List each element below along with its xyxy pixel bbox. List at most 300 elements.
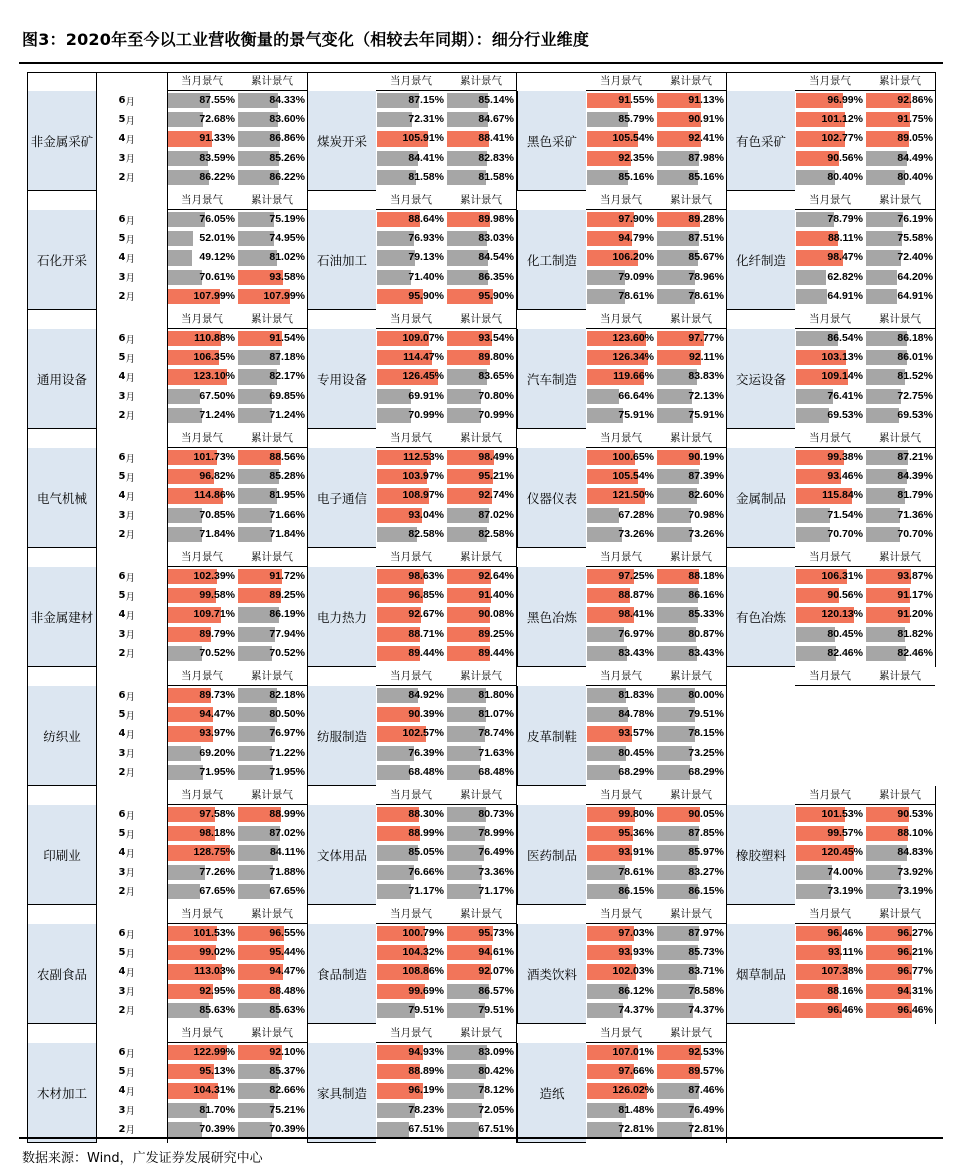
value-bar: [796, 408, 829, 423]
month-number: 3: [118, 985, 126, 997]
header-current-label: 当月景气: [390, 670, 432, 682]
value-text: 88.10%: [897, 827, 933, 840]
value-text: 101.53%: [193, 927, 235, 939]
value-bar: [168, 112, 203, 127]
month-label: [96, 149, 167, 168]
month-label: [96, 110, 167, 129]
industry-label: 化纤制造: [726, 210, 795, 310]
month-suffix: 月: [125, 96, 135, 108]
value-bar: [657, 746, 692, 761]
cumulative-value-cell: [237, 605, 307, 624]
header-current-label: 当月景气: [181, 789, 223, 801]
header-cumulative-label: 累计景气: [251, 551, 293, 563]
month-number: 4: [118, 490, 126, 502]
month-label: [96, 348, 167, 367]
cumulative-value-cell: [865, 129, 935, 148]
month-suffix: 月: [125, 829, 135, 841]
industry-label: 黑色采矿: [517, 91, 586, 191]
cumulative-value-cell: [446, 525, 516, 544]
value-text: 87.97%: [688, 927, 724, 939]
value-text: 82.83%: [478, 151, 514, 164]
current-value-cell: [586, 210, 656, 229]
current-value-cell: [376, 387, 446, 406]
value-text: 92.11%: [688, 351, 724, 364]
current-value-cell: [586, 467, 656, 486]
cumulative-value-cell: [237, 686, 307, 705]
cumulative-value-cell: [237, 467, 307, 486]
month-suffix: 月: [125, 253, 135, 265]
value-text: 107.99%: [193, 289, 235, 302]
cumulative-value-cell: [446, 843, 516, 862]
value-text: 90.53%: [897, 808, 933, 820]
value-bar: [238, 884, 270, 899]
value-text: 73.92%: [897, 865, 933, 878]
value-text: 91.33%: [199, 132, 235, 145]
cumulative-value-cell: [446, 486, 516, 505]
value-text: 83.83%: [688, 370, 724, 383]
cumulative-value-cell: [237, 863, 307, 882]
month-number: 3: [118, 152, 126, 164]
value-bar: [377, 389, 411, 404]
value-text: 70.99%: [408, 408, 444, 421]
current-value-cell: [586, 763, 656, 782]
value-text: 88.48%: [269, 984, 305, 997]
current-value-cell: [586, 329, 656, 348]
current-value-cell: [376, 467, 446, 486]
month-label: [96, 744, 167, 763]
header-cumulative-label: 累计景气: [670, 75, 712, 87]
month-number: 2: [118, 885, 126, 897]
current-value-cell: [586, 168, 656, 187]
industry-label: 金属制品: [726, 448, 795, 548]
month-suffix: 月: [125, 134, 135, 146]
cumulative-value-cell: [865, 268, 935, 287]
cumulative-value-cell: [446, 724, 516, 743]
value-bar: [587, 508, 619, 523]
industry-label: 有色冶炼: [726, 567, 795, 667]
month-number: 4: [118, 371, 126, 383]
value-text: 86.22%: [199, 170, 235, 183]
month-suffix: 月: [125, 530, 135, 542]
cumulative-value-cell: [656, 1062, 726, 1081]
group-right-border: [935, 72, 936, 191]
cumulative-value-cell: [865, 567, 935, 586]
value-text: 76.93%: [408, 232, 444, 245]
value-text: 114.86%: [194, 489, 235, 502]
cumulative-value-cell: [656, 962, 726, 981]
cumulative-value-cell: [656, 1043, 726, 1062]
cumulative-value-cell: [865, 467, 935, 486]
value-bar: [238, 865, 273, 880]
cumulative-value-cell: [237, 962, 307, 981]
value-text: 79.13%: [408, 251, 444, 264]
cumulative-value-cell: [865, 168, 935, 187]
value-text: 67.50%: [199, 389, 235, 402]
value-text: 105.54%: [612, 132, 654, 145]
header-current-label: 当月景气: [809, 432, 851, 444]
month-suffix: 月: [125, 1106, 135, 1118]
month-label: [96, 467, 167, 486]
cumulative-value-cell: [656, 943, 726, 962]
value-text: 83.43%: [688, 646, 724, 659]
month-suffix: 月: [125, 511, 135, 523]
value-text: 86.57%: [478, 984, 514, 997]
current-value-cell: [376, 1043, 446, 1062]
value-text: 71.95%: [199, 765, 235, 778]
value-text: 76.41%: [827, 389, 863, 402]
value-text: 72.81%: [618, 1122, 654, 1135]
cumulative-value-cell: [446, 625, 516, 644]
value-bar: [866, 270, 897, 285]
month-label: [96, 924, 167, 943]
cumulative-value-cell: [237, 882, 307, 901]
value-text: 105.91%: [402, 132, 444, 145]
value-text: 98.63%: [408, 570, 444, 582]
header-cumulative-label: 累计景气: [460, 313, 502, 325]
value-text: 77.26%: [199, 865, 235, 878]
current-value-cell: [167, 943, 237, 962]
value-bar: [168, 746, 201, 761]
value-bar: [238, 408, 272, 423]
value-text: 96.99%: [827, 94, 863, 106]
month-label: [96, 168, 167, 187]
current-value-cell: [586, 724, 656, 743]
value-text: 87.02%: [269, 827, 305, 840]
current-value-cell: [795, 268, 865, 287]
current-value-cell: [376, 586, 446, 605]
month-label: [96, 1081, 167, 1100]
cumulative-value-cell: [237, 367, 307, 386]
current-value-cell: [376, 1001, 446, 1020]
value-text: 81.58%: [478, 170, 514, 183]
value-text: 97.77%: [688, 332, 724, 344]
value-text: 73.36%: [478, 865, 514, 878]
value-text: 64.20%: [897, 270, 933, 283]
current-value-cell: [795, 210, 865, 229]
cumulative-value-cell: [446, 605, 516, 624]
header-cumulative-label: 累计景气: [670, 670, 712, 682]
header-cumulative-label: 累计景气: [251, 75, 293, 87]
cumulative-value-cell: [865, 605, 935, 624]
industry-label: 电力热力: [307, 567, 376, 667]
value-text: 92.53%: [688, 1046, 724, 1058]
month-col-right: [167, 667, 168, 786]
value-text: 83.71%: [688, 965, 724, 978]
value-text: 67.51%: [478, 1122, 514, 1135]
current-value-cell: [376, 567, 446, 586]
value-text: 85.97%: [688, 846, 724, 859]
month-suffix: 月: [125, 887, 135, 899]
month-label: [96, 1101, 167, 1120]
value-text: 86.01%: [897, 351, 933, 364]
value-text: 104.32%: [402, 946, 444, 959]
value-text: 68.48%: [478, 765, 514, 778]
value-text: 126.45%: [402, 370, 444, 383]
cumulative-value-cell: [865, 625, 935, 644]
industry-label: 农副食品: [27, 924, 96, 1024]
value-text: 99.58%: [199, 589, 235, 602]
value-text: 96.55%: [269, 927, 305, 939]
month-suffix: 月: [125, 453, 135, 465]
month-label: [96, 805, 167, 824]
cumulative-value-cell: [446, 805, 516, 824]
current-value-cell: [167, 210, 237, 229]
value-text: 71.66%: [269, 508, 305, 521]
cumulative-value-cell: [446, 367, 516, 386]
current-value-cell: [376, 348, 446, 367]
current-value-cell: [586, 248, 656, 267]
month-number: 3: [118, 390, 126, 402]
value-text: 83.27%: [688, 865, 724, 878]
current-value-cell: [167, 625, 237, 644]
current-value-cell: [376, 705, 446, 724]
month-number: 4: [118, 728, 126, 740]
value-bar: [168, 527, 202, 542]
value-text: 85.63%: [269, 1003, 305, 1016]
current-value-cell: [376, 149, 446, 168]
cumulative-value-cell: [237, 248, 307, 267]
month-number: 3: [118, 271, 126, 283]
industry-label: 纺织业: [27, 686, 96, 786]
current-value-cell: [795, 486, 865, 505]
current-value-cell: [167, 1062, 237, 1081]
value-text: 84.33%: [269, 94, 305, 106]
current-value-cell: [586, 805, 656, 824]
cumulative-value-cell: [446, 1101, 516, 1120]
current-value-cell: [586, 686, 656, 705]
month-number: 5: [118, 233, 126, 245]
industry-label: 家具制造: [307, 1043, 376, 1143]
cumulative-value-cell: [446, 586, 516, 605]
cumulative-value-cell: [865, 962, 935, 981]
value-text: 67.65%: [269, 884, 305, 897]
value-text: 73.25%: [688, 746, 724, 759]
cumulative-value-cell: [446, 686, 516, 705]
value-text: 93.93%: [618, 946, 654, 959]
current-value-cell: [586, 448, 656, 467]
current-value-cell: [795, 506, 865, 525]
cumulative-value-cell: [237, 387, 307, 406]
value-text: 96.46%: [827, 927, 863, 939]
month-number: 5: [118, 828, 126, 840]
current-value-cell: [167, 467, 237, 486]
table-top-border: [27, 72, 935, 73]
month-suffix: 月: [125, 234, 135, 246]
current-value-cell: [586, 644, 656, 663]
value-text: 83.43%: [618, 646, 654, 659]
cumulative-value-cell: [446, 1043, 516, 1062]
month-suffix: 月: [125, 292, 135, 304]
source-note: 数据来源：Wind，广发证券发展研究中心: [22, 1151, 263, 1166]
industry-label: 造纸: [517, 1043, 586, 1143]
value-text: 87.15%: [408, 94, 444, 106]
cumulative-value-cell: [237, 129, 307, 148]
current-value-cell: [586, 605, 656, 624]
current-value-cell: [376, 644, 446, 663]
current-value-cell: [167, 129, 237, 148]
value-text: 81.79%: [897, 489, 933, 502]
current-value-cell: [586, 1081, 656, 1100]
cumulative-value-cell: [656, 486, 726, 505]
value-text: 84.11%: [269, 846, 305, 859]
cumulative-value-cell: [446, 129, 516, 148]
header-cumulative-label: 累计景气: [251, 908, 293, 920]
current-value-cell: [586, 586, 656, 605]
current-value-cell: [795, 962, 865, 981]
value-text: 71.22%: [269, 746, 305, 759]
value-text: 91.75%: [897, 113, 933, 126]
value-text: 94.47%: [269, 965, 305, 978]
value-bar: [796, 508, 830, 523]
value-bar: [238, 746, 272, 761]
value-text: 86.18%: [897, 332, 933, 344]
current-value-cell: [167, 605, 237, 624]
cumulative-value-cell: [656, 567, 726, 586]
value-text: 75.58%: [897, 232, 933, 245]
current-value-cell: [795, 348, 865, 367]
value-text: 92.95%: [199, 984, 235, 997]
header-cumulative-label: 累计景气: [670, 313, 712, 325]
value-text: 93.54%: [478, 332, 514, 344]
month-number: 2: [118, 766, 126, 778]
header-cumulative-label: 累计景气: [879, 670, 921, 682]
value-text: 72.68%: [199, 113, 235, 126]
current-value-cell: [586, 91, 656, 110]
current-value-cell: [167, 705, 237, 724]
value-bar: [168, 270, 202, 285]
header-cumulative-label: 累计景气: [670, 551, 712, 563]
current-value-cell: [795, 644, 865, 663]
current-value-cell: [795, 149, 865, 168]
month-label: [96, 1043, 167, 1062]
cumulative-value-cell: [237, 91, 307, 110]
month-suffix: 月: [125, 967, 135, 979]
value-text: 87.46%: [688, 1084, 724, 1097]
value-text: 96.77%: [897, 965, 933, 978]
cumulative-value-cell: [656, 406, 726, 425]
value-text: 85.67%: [688, 251, 724, 264]
cumulative-value-cell: [656, 91, 726, 110]
cumulative-value-cell: [446, 467, 516, 486]
current-value-cell: [376, 329, 446, 348]
month-number: 5: [118, 1066, 126, 1078]
month-number: 4: [118, 252, 126, 264]
value-text: 62.82%: [827, 270, 863, 283]
month-number: 3: [118, 628, 126, 640]
value-bar: [866, 389, 901, 404]
header-current-label: 当月景气: [181, 908, 223, 920]
industry-label: 食品制造: [307, 924, 376, 1024]
month-number: 5: [118, 590, 126, 602]
cumulative-value-cell: [446, 943, 516, 962]
value-text: 115.84%: [822, 489, 863, 502]
cumulative-value-cell: [865, 229, 935, 248]
cumulative-value-cell: [446, 348, 516, 367]
value-text: 103.13%: [821, 351, 863, 364]
value-text: 87.98%: [688, 151, 724, 164]
month-suffix: 月: [125, 115, 135, 127]
value-bar: [447, 865, 482, 880]
header-cumulative-label: 累计景气: [670, 194, 712, 206]
value-text: 88.16%: [827, 984, 863, 997]
value-text: 93.91%: [618, 846, 654, 859]
cumulative-value-cell: [656, 763, 726, 782]
current-value-cell: [376, 110, 446, 129]
value-text: 72.75%: [897, 389, 933, 402]
current-value-cell: [586, 962, 656, 981]
cumulative-value-cell: [237, 406, 307, 425]
cumulative-value-cell: [237, 843, 307, 862]
value-text: 85.33%: [688, 608, 724, 621]
value-text: 76.49%: [688, 1103, 724, 1116]
value-text: 76.39%: [408, 746, 444, 759]
header-cumulative-label: 累计景气: [251, 432, 293, 444]
month-number: 4: [118, 609, 126, 621]
value-text: 73.26%: [618, 527, 654, 540]
current-value-cell: [586, 506, 656, 525]
cumulative-value-cell: [865, 1001, 935, 1020]
value-text: 101.12%: [821, 113, 863, 126]
cumulative-value-cell: [865, 486, 935, 505]
header-current-label: 当月景气: [600, 75, 642, 87]
value-text: 86.16%: [688, 589, 724, 602]
cumulative-value-cell: [865, 805, 935, 824]
value-bar: [168, 250, 192, 265]
value-text: 72.81%: [688, 1122, 724, 1135]
month-number: 2: [118, 1004, 126, 1016]
month-label: [96, 763, 167, 782]
current-value-cell: [586, 625, 656, 644]
cumulative-value-cell: [656, 1081, 726, 1100]
value-text: 97.66%: [618, 1065, 654, 1078]
cumulative-value-cell: [446, 567, 516, 586]
current-value-cell: [167, 863, 237, 882]
current-value-cell: [586, 268, 656, 287]
current-value-cell: [167, 962, 237, 981]
current-value-cell: [167, 110, 237, 129]
cumulative-value-cell: [865, 210, 935, 229]
cumulative-value-cell: [446, 506, 516, 525]
value-text: 106.31%: [821, 570, 863, 582]
cumulative-value-cell: [656, 387, 726, 406]
month-suffix: 月: [125, 215, 135, 227]
current-value-cell: [376, 486, 446, 505]
cumulative-value-cell: [446, 248, 516, 267]
current-value-cell: [167, 1101, 237, 1120]
month-label: [96, 486, 167, 505]
current-value-cell: [795, 605, 865, 624]
cumulative-value-cell: [237, 824, 307, 843]
month-label: [96, 210, 167, 229]
value-bar: [587, 527, 622, 542]
current-value-cell: [167, 448, 237, 467]
month-number: 6: [118, 1047, 126, 1059]
value-text: 90.19%: [688, 451, 724, 463]
cumulative-value-cell: [446, 824, 516, 843]
header-current-label: 当月景气: [600, 313, 642, 325]
cumulative-value-cell: [865, 644, 935, 663]
month-suffix: 月: [125, 768, 135, 780]
cumulative-value-cell: [865, 943, 935, 962]
value-bar: [866, 408, 899, 423]
value-text: 84.67%: [478, 113, 514, 126]
value-bar: [377, 765, 410, 780]
month-label: [96, 605, 167, 624]
cumulative-value-cell: [446, 924, 516, 943]
current-value-cell: [586, 824, 656, 843]
value-text: 76.19%: [897, 213, 933, 225]
value-text: 90.39%: [408, 708, 444, 721]
